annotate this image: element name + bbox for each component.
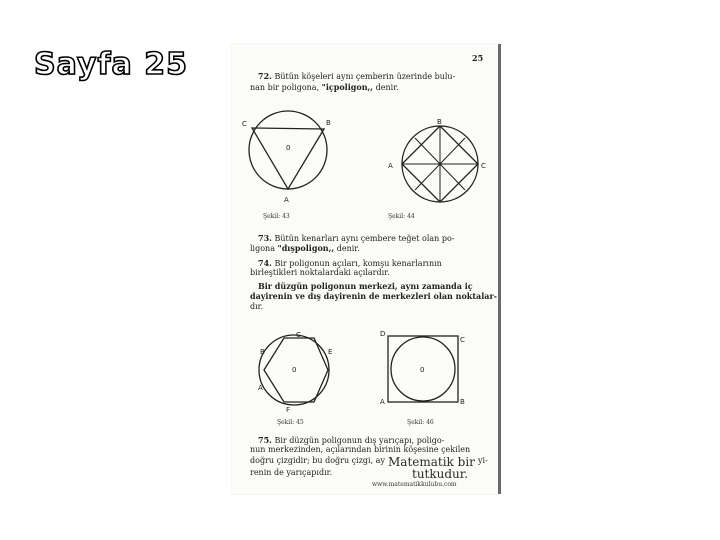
figure-45-label-C: C bbox=[296, 331, 301, 339]
figure-45-label-O: 0 bbox=[292, 366, 297, 374]
paragraph-75-text-3: doğru çizgidir; bu doğru çizgi, ay bbox=[250, 456, 385, 465]
paragraph-72-text-2: nan bir poligona, bbox=[250, 83, 320, 92]
figure-46-label-O: 0 bbox=[420, 366, 425, 374]
figure-44 bbox=[385, 118, 485, 208]
figure-44-label-A: A bbox=[388, 162, 393, 170]
figure-46-label-D: D bbox=[380, 330, 386, 338]
paragraph-center-text-2: dayirenin ve dış dayirenin de merkezleri olan noktalar- bbox=[250, 291, 497, 301]
figure-44-label-B: B bbox=[437, 118, 442, 126]
figure-43-label-O: 0 bbox=[286, 144, 291, 152]
page-number: 25 bbox=[472, 53, 484, 63]
slide-title: Sayfa 25 bbox=[34, 47, 188, 82]
figure-43-label-A: A bbox=[284, 196, 289, 204]
watermark-line-2: tutkudur. bbox=[412, 467, 469, 481]
figure-43 bbox=[244, 112, 344, 212]
paragraph-75-text-1: Bir düzgün poligonun dış yarıçapı, poligo- bbox=[274, 436, 445, 445]
figure-45-label-B: B bbox=[260, 348, 265, 356]
paragraph-73-line-2 bbox=[250, 242, 360, 255]
figure-45-label-F: F bbox=[286, 406, 291, 414]
paragraph-74-number: 74. bbox=[258, 258, 272, 268]
paragraph-center-line-3: dır. bbox=[250, 302, 264, 311]
paragraph-75-line-2: nun merkezinden, açılarından birinin köşesine çekilen bbox=[250, 445, 471, 454]
figure-46 bbox=[376, 328, 468, 410]
paragraph-center-text-1: Bir düzgün poligonun merkezi, aynı zamanda iç bbox=[258, 281, 473, 291]
figure-44-label-C: C bbox=[481, 162, 486, 170]
paragraph-center-line-2 bbox=[250, 290, 497, 303]
paragraph-72-number: 72. bbox=[258, 71, 272, 81]
paragraph-72-text-3: denir. bbox=[375, 83, 399, 92]
watermark-line-1: Matematik bir bbox=[388, 455, 475, 469]
page-edge bbox=[498, 44, 501, 494]
watermark-url: www.matematikkulubu.com bbox=[372, 481, 457, 488]
figure-43-caption: Şekil: 43 bbox=[263, 213, 290, 220]
figure-43-label-C: C bbox=[242, 120, 247, 128]
paragraph-72-line-2 bbox=[250, 81, 399, 94]
figure-43-label-B: B bbox=[326, 119, 331, 127]
paragraph-73-number: 73. bbox=[258, 233, 272, 243]
figure-45-caption: Şekil: 45 bbox=[277, 419, 304, 426]
paragraph-73-text-3: denir. bbox=[336, 244, 360, 253]
paragraph-72-text-1: Bütün köşeleri aynı çemberin üzerinde bulu- bbox=[274, 72, 456, 81]
figure-44-caption: Şekil: 44 bbox=[388, 213, 415, 220]
figure-46-caption: Şekil: 46 bbox=[407, 419, 434, 426]
figure-45-label-A: A bbox=[258, 384, 263, 392]
figure-46-label-B: B bbox=[460, 398, 465, 406]
term-dispoligon: "dışpoligon,, bbox=[277, 243, 335, 253]
figure-45 bbox=[256, 330, 336, 415]
paragraph-75-number: 75. bbox=[258, 435, 272, 445]
paragraph-75-line-4: renin de yarıçapıdır. bbox=[250, 468, 333, 477]
paragraph-75-text-3-end: yi- bbox=[478, 456, 488, 465]
figure-46-label-A: A bbox=[380, 398, 385, 406]
paragraph-74-line-2: birleştikleri noktalardaki açılardır. bbox=[250, 268, 390, 277]
paragraph-73-text-1: Bütün kenarları aynı çembere teğet olan po- bbox=[274, 234, 455, 243]
term-icpoligon: "içpoligon,, bbox=[321, 82, 374, 92]
figure-46-label-C: C bbox=[460, 336, 465, 344]
paragraph-74-text-1: Bir poligonun açıları, komşu kenarlarının bbox=[274, 259, 442, 268]
figure-45-label-E: E bbox=[328, 348, 333, 356]
paragraph-73-text-2: ligona bbox=[250, 244, 275, 253]
